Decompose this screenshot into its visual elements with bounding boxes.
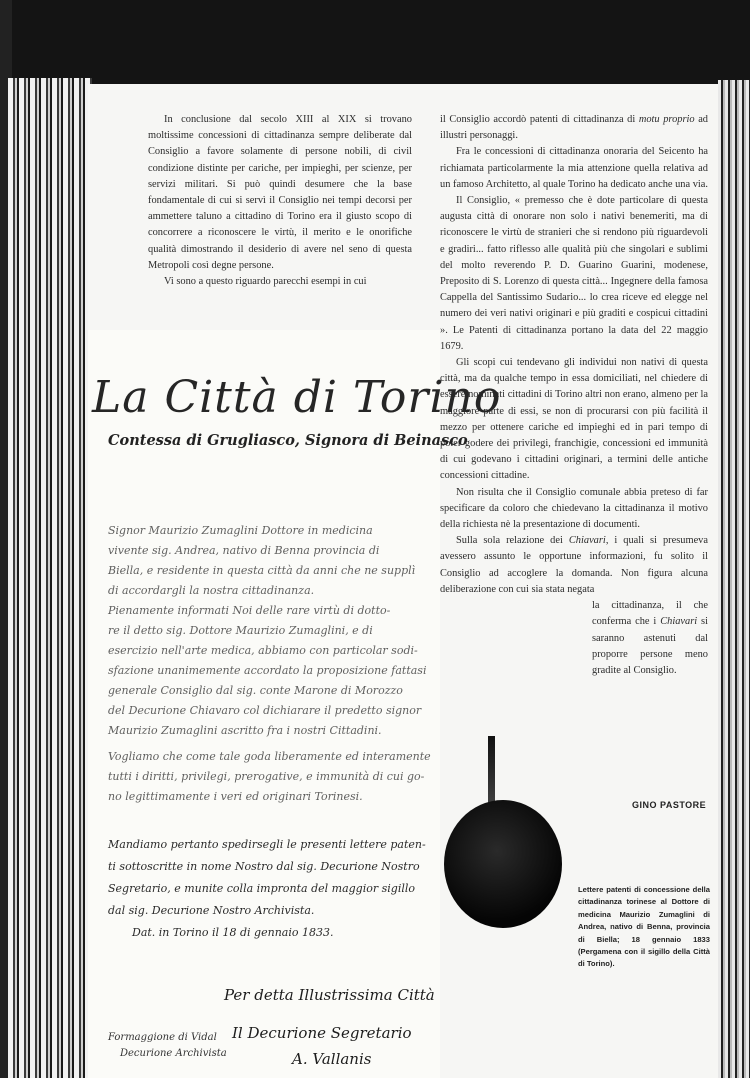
document-line: re il detto sig. Dottore Maurizio Zumaglini, e di <box>108 624 373 637</box>
article-author: GINO PASTORE <box>632 800 707 810</box>
document-line: Maurizio Zumaglini ascritto fra i nostri Cittadini. <box>108 724 382 737</box>
document-title: La Città di Torino <box>92 372 502 423</box>
document-line: Signor Maurizio Zumaglini Dottore in medicina <box>108 524 373 537</box>
document-clerk-note: Formaggione di Vidal <box>108 1032 217 1043</box>
document-date: Dat. in Torino il 18 di gennaio 1833. <box>132 926 334 939</box>
document-signature-title: Il Decurione Segretario <box>232 1024 412 1042</box>
document-line: Vogliamo che come tale goda liberamente ed interamente <box>108 750 431 763</box>
document-subtitle: Contessa di Grugliasco, Signora di Beinasco <box>108 432 468 449</box>
document-signoff: Per detta Illustrissima Città <box>224 986 435 1004</box>
article-paragraph: il Consiglio accordò patenti di cittadinanza di motu proprio ad illustri personaggi. <box>440 114 708 142</box>
article-paragraph: Non risulta che il Consiglio comunale abbia preteso di far specificare da coloro che chiedevano la cittadinanza il motivo della richiesta nè la presentazione di documenti. <box>440 486 708 531</box>
document-closing-line: ti sottoscritte in nome Nostro dal sig. Decurione Nostro <box>108 860 420 873</box>
document-line: vivente sig. Andrea, nativo di Benna provincia di <box>108 544 380 557</box>
document-line: Pienamente informati Noi delle rare virtù di dotto- <box>108 604 391 617</box>
document-line: del Decurione Chiavaro col dichiarare il predetto signor <box>108 704 422 717</box>
document-line: tutti i diritti, privilegi, prerogative, e immunità di cui go- <box>108 770 425 783</box>
article-paragraph: Sulla sola relazione dei Chiavari, i quali si presumeva avessero assunto le opportune informazioni, fu solito il Consiglio ad accoglere la domanda. Non figura alcuna deliberazione con cui sia stata negata <box>440 535 708 595</box>
book-page-edges-right <box>718 80 750 1078</box>
document-line: Biella, e residente in questa città da anni che ne supplì <box>108 564 416 577</box>
article-paragraph: Gli scopi cui tendevano gli individui non nativi di questa città, ma da qualche tempo in essa domiciliati, nel chiedere di essere nominati cittadini di Torino altri non erano, almeno per la maggiore parte di essi, se non di procurarsi con più facilità il mezzo per ottenere cariche ed impieghi ed in pari tempo di poter godere dei privilegi, franchigie, concessioni ed immunità di cui godevano i cittadini originari, a termini delle antiche concessioni cittadine. <box>440 357 708 482</box>
document-closing-line: Segretario, e munite colla impronta del maggior sigillo <box>108 882 415 895</box>
document-line: esercizio nell'arte medica, abbiamo con particolar sodi- <box>108 644 418 657</box>
article-paragraph: In conclusione dal secolo XIII al XIX si trovano moltissime concessioni di cittadinanza sempre deliberate dal Consiglio a favore solamente di persone nobili, di civil condizione distinte per cariche, per impieghi, per scienze, per servizi militari. Si può quindi desumere che la base fondamentale di cui si servì il Consiglio nei tempi decorsi per ammettere taluno a cittadino di Torino era il giusto scopo di concorrere a riconoscere le virtù, il merito e le onorifiche qualità dimostrando il desiderio di avere nel seno di questa Metropoli così degne persone. <box>148 114 412 271</box>
figure-caption: Lettere patenti di concessione della cittadinanza torinese al Dottore di medicina Maurizio Zumaglini di Andrea, nativo di Benna, provincia di Biella; 18 gennaio 1833 (Pergamena con il sigillo della Città di Torino). <box>578 885 710 969</box>
document-line: di accordargli la nostra cittadinanza. <box>108 584 315 597</box>
article-paragraph: Fra le concessioni di cittadinanza onoraria del Seicento ha richiamata particolarmente la mia attenzione quella relativa ad un famoso Architetto, al quale Torino ha dedicato anche una via. <box>440 146 708 190</box>
document-closing-line: Mandiamo pertanto spedirsegli le presenti lettere paten- <box>108 838 426 851</box>
article-paragraph: Vi sono a questo riguardo parecchi esempi in cui <box>164 276 367 288</box>
document-line: no legittimamente i veri ed originari Torinesi. <box>108 790 363 803</box>
document-line: sfazione unanimemente accordato la proposizione fattasi <box>108 664 427 677</box>
document-line: generale Consiglio dal sig. conte Marone di Morozzo <box>108 684 403 697</box>
article-paragraph-narrow: la cittadinanza, il che conferma che i Chiavari si saranno astenuti dal proporre persone meno gradite al Consiglio. <box>592 600 708 676</box>
article-column-left <box>148 112 412 290</box>
article-paragraph: Il Consiglio, « premesso che è dote particolare di questa augusta città di onorare non solo i nativi benemeriti, ma di riconoscere le virtù de stranieri che si rendono più riguardevoli e gradiri... fatto riflesso alle qualità più che singolari e sublimi del molto reverendo P. D. Guarino Guarini, modenese, Preposito di S. Lorenzo di questa città... Ingegnere della famosa Cappella del Santissimo Sudario... lo crea riceve ed elegge nel numero dei veri nativi originari e più graditi e cospicui cittadini ». Le Patenti di cittadinanza portano la data del 22 maggio 1679. <box>440 195 708 352</box>
photo-top-background <box>0 0 750 88</box>
document-closing-line: dal sig. Decurione Nostro Archivista. <box>108 904 315 917</box>
wax-seal <box>444 800 562 928</box>
document-signature: A. Vallanis <box>292 1050 372 1068</box>
document-clerk-note: Decurione Archivista <box>120 1048 227 1059</box>
book-page-edges-left <box>8 78 92 1078</box>
